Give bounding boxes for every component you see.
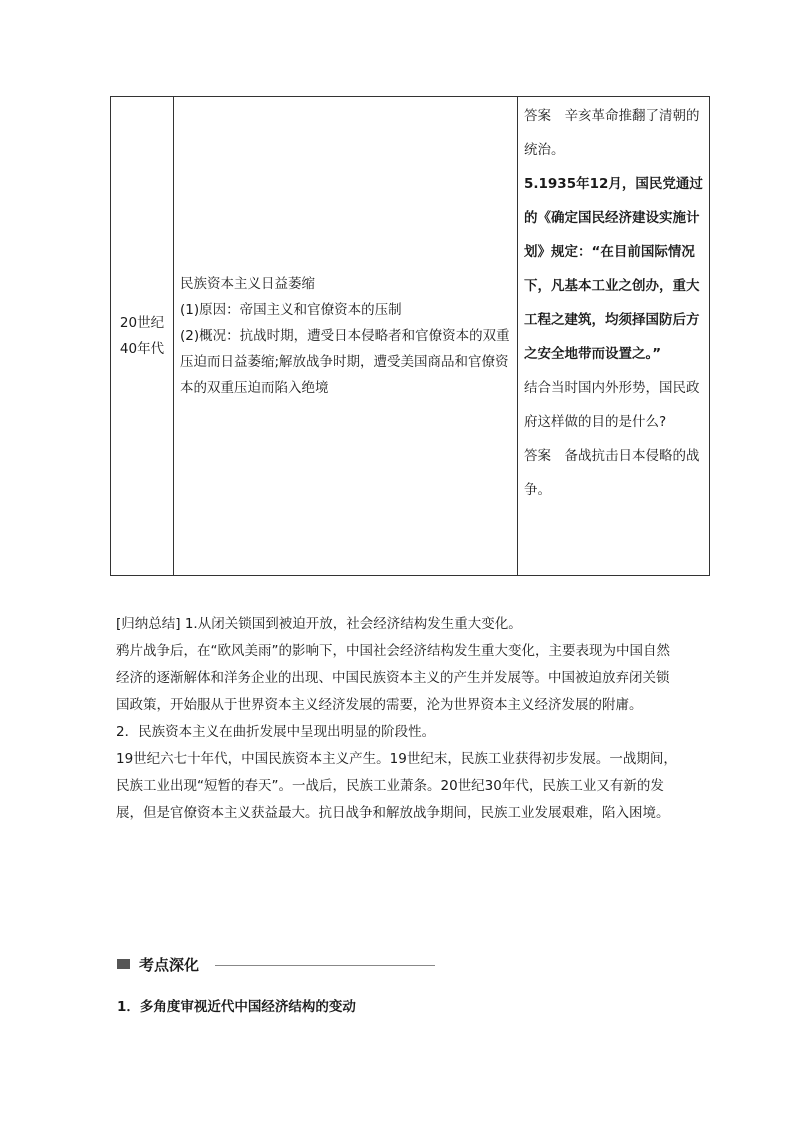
section-divider xyxy=(215,965,435,966)
summary-heading: [归纳总结] xyxy=(116,616,181,632)
content-heading: 民族资本主义日益萎缩 xyxy=(180,276,315,292)
summary-point1-title: 1.从闭关锁国到被迫开放，社会经济结构发生重大变化。 xyxy=(184,616,522,632)
previous-answer: 答案 辛亥革命推翻了清朝的统治。 xyxy=(524,108,700,158)
answer-text: 答案 备战抗击日本侵略的战争。 xyxy=(524,448,700,498)
section-item-1: 1．多角度审视近代中国经济结构的变动 xyxy=(117,999,356,1015)
content-cell xyxy=(174,97,518,576)
question-text: 结合当时国内外形势，国民政府这样做的目的是什么? xyxy=(524,380,700,430)
table-row xyxy=(111,97,710,576)
qa-cell xyxy=(518,97,710,576)
summary-point2-body: 19世纪六七十年代，中国民族资本主义产生。19世纪末，民族工业获得初步发展。一战期间，民族工业出现“短暂的春天”。一战后，民族工业萧条。20世纪30年代，民族工业又有新的发展，但是官僚资本主义获益最大。抗日战争和解放战争期间，民族工业发展艰难，陷入困境。 xyxy=(116,751,677,821)
summary-point1-line xyxy=(116,611,682,638)
section-header xyxy=(117,953,437,977)
question-material: 5.1935年12月，国民党通过的《确定国民经济建设实施计划》规定：“在目前国际情况下，凡基本工业之创办，重大工程之建筑，均须择国防后方之安全地带而设置之。” xyxy=(524,176,703,362)
summary-block xyxy=(116,611,682,827)
era-line-1: 20世纪 xyxy=(119,315,165,331)
summary-point2-title: 2．民族资本主义在曲折发展中呈现出明显的阶段性。 xyxy=(116,724,436,740)
era-line-2: 40年代 xyxy=(119,341,165,357)
history-table xyxy=(110,96,710,576)
content-cause: (1)原因：帝国主义和官僚资本的压制 xyxy=(180,302,402,318)
section-square-icon xyxy=(117,959,130,969)
era-cell xyxy=(111,97,174,576)
summary-point1-body: 鸦片战争后，在“欧风美雨”的影响下，中国社会经济结构发生重大变化，主要表现为中国自然经济的逐渐解体和洋务企业的出现、中国民族资本主义的产生并发展等。中国被迫放弃闭关锁国政策，开始服从于世界资本主义经济发展的需要，沦为世界资本主义经济发展的附庸。 xyxy=(116,643,670,713)
section-title: 考点深化 xyxy=(139,956,200,974)
content-overview: (2)概况：抗战时期，遭受日本侵略者和官僚资本的双重压迫而日益萎缩;解放战争时期，遭受美国商品和官僚资本的双重压迫而陷入绝境 xyxy=(180,328,510,396)
